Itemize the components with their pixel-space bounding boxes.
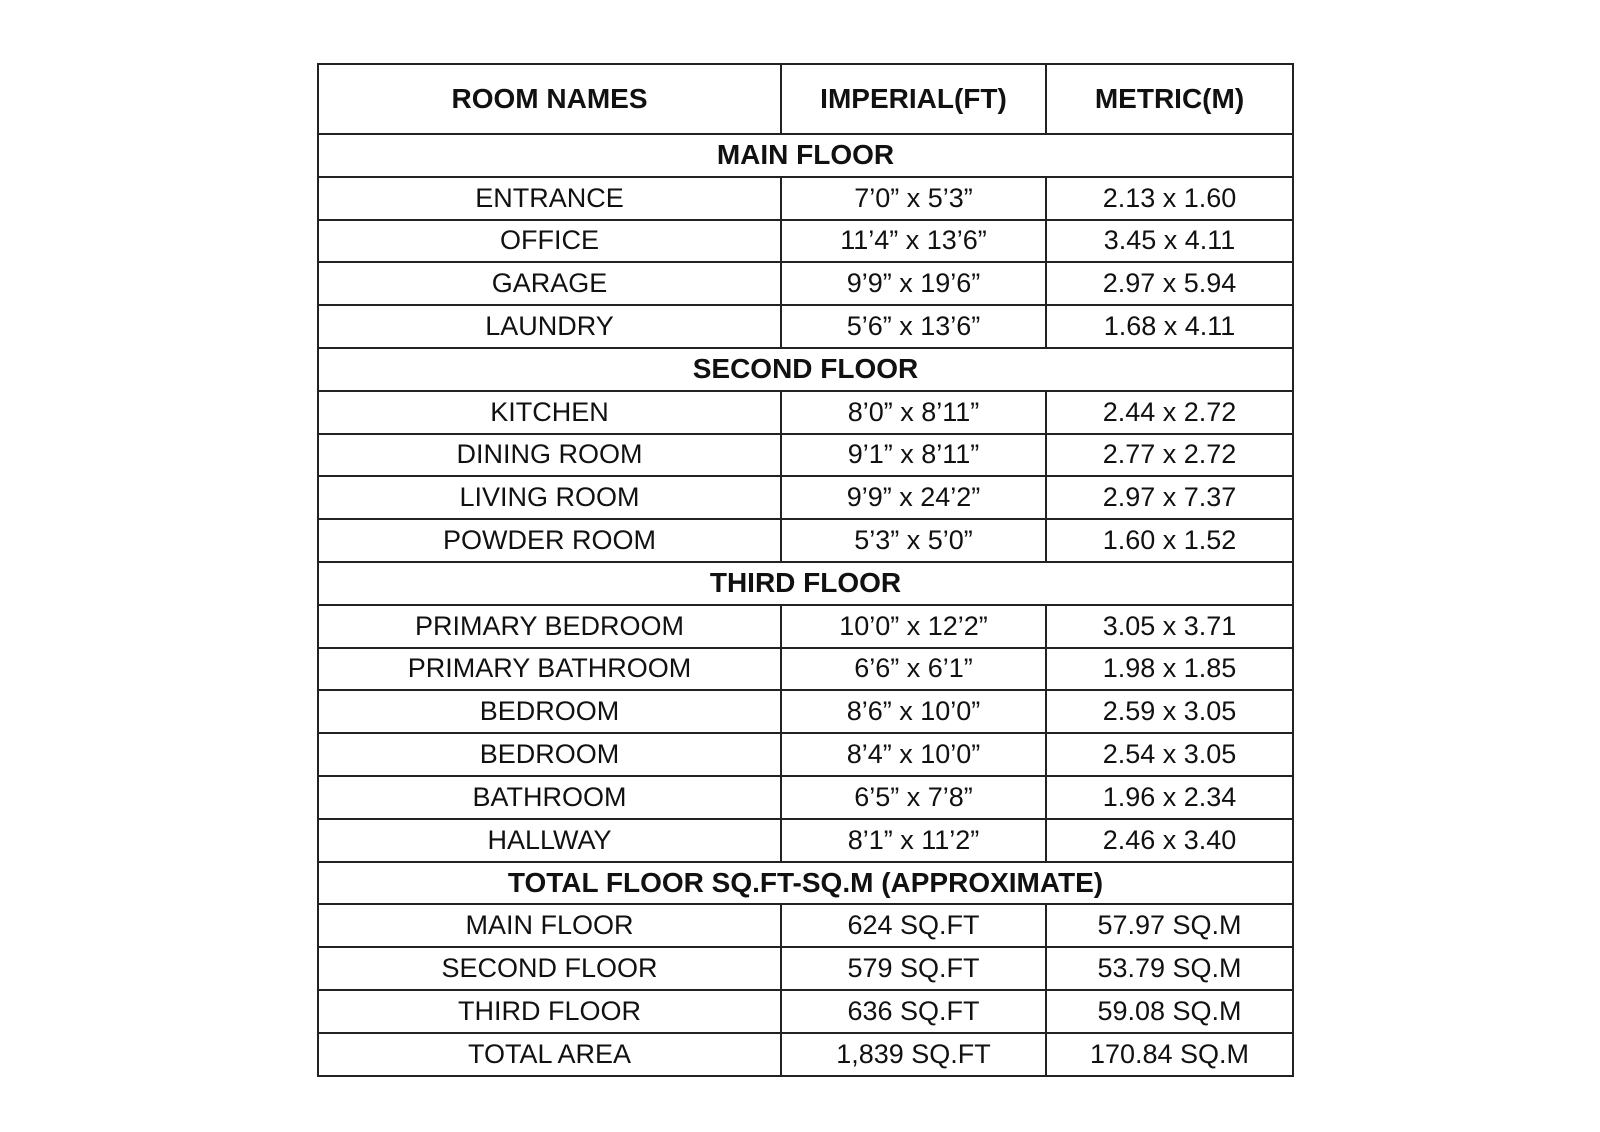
metric-cell: 3.45 x 4.11 [1046, 220, 1293, 263]
section-title: MAIN FLOOR [318, 134, 1293, 177]
table-row [318, 434, 1293, 477]
imperial-cell: 8’1” x 11’2” [781, 819, 1046, 862]
imperial-cell: 5’3” x 5’0” [781, 519, 1046, 562]
room-name-cell: SECOND FLOOR [318, 947, 781, 990]
table-row [318, 690, 1293, 733]
room-name-cell: PRIMARY BATHROOM [318, 648, 781, 691]
metric-cell: 2.59 x 3.05 [1046, 690, 1293, 733]
table-row [318, 733, 1293, 776]
imperial-cell: 8’6” x 10’0” [781, 690, 1046, 733]
section-row [318, 134, 1293, 177]
section-title: SECOND FLOOR [318, 348, 1293, 391]
header-room-names: ROOM NAMES [318, 64, 781, 134]
table-row [318, 990, 1293, 1033]
header-imperial: IMPERIAL(FT) [781, 64, 1046, 134]
imperial-cell: 11’4” x 13’6” [781, 220, 1046, 263]
header-metric: METRIC(M) [1046, 64, 1293, 134]
metric-cell: 1.98 x 1.85 [1046, 648, 1293, 691]
imperial-cell: 9’9” x 24’2” [781, 476, 1046, 519]
table-row [318, 776, 1293, 819]
imperial-cell: 8’0” x 8’11” [781, 391, 1046, 434]
table-row [318, 519, 1293, 562]
table-row [318, 1033, 1293, 1076]
table-row [318, 819, 1293, 862]
metric-cell: 2.77 x 2.72 [1046, 434, 1293, 477]
table-row [318, 220, 1293, 263]
metric-cell: 2.97 x 7.37 [1046, 476, 1293, 519]
section-row [318, 562, 1293, 605]
imperial-cell: 624 SQ.FT [781, 904, 1046, 947]
table-row [318, 177, 1293, 220]
imperial-cell: 5’6” x 13’6” [781, 305, 1046, 348]
imperial-cell: 579 SQ.FT [781, 947, 1046, 990]
metric-cell: 3.05 x 3.71 [1046, 605, 1293, 648]
room-name-cell: MAIN FLOOR [318, 904, 781, 947]
table-row [318, 305, 1293, 348]
room-name-cell: KITCHEN [318, 391, 781, 434]
imperial-cell: 9’1” x 8’11” [781, 434, 1046, 477]
metric-cell: 2.54 x 3.05 [1046, 733, 1293, 776]
imperial-cell: 636 SQ.FT [781, 990, 1046, 1033]
metric-cell: 2.13 x 1.60 [1046, 177, 1293, 220]
room-name-cell: BEDROOM [318, 733, 781, 776]
room-name-cell: THIRD FLOOR [318, 990, 781, 1033]
table-row [318, 648, 1293, 691]
metric-cell: 53.79 SQ.M [1046, 947, 1293, 990]
header-row [318, 64, 1293, 134]
table-row [318, 605, 1293, 648]
imperial-cell: 10’0” x 12’2” [781, 605, 1046, 648]
room-name-cell: OFFICE [318, 220, 781, 263]
imperial-cell: 9’9” x 19’6” [781, 262, 1046, 305]
section-title: TOTAL FLOOR SQ.FT-SQ.M (APPROXIMATE) [318, 862, 1293, 905]
room-name-cell: DINING ROOM [318, 434, 781, 477]
imperial-cell: 6’5” x 7’8” [781, 776, 1046, 819]
imperial-cell: 8’4” x 10’0” [781, 733, 1046, 776]
room-name-cell: ENTRANCE [318, 177, 781, 220]
metric-cell: 2.46 x 3.40 [1046, 819, 1293, 862]
section-row [318, 862, 1293, 905]
metric-cell: 2.97 x 5.94 [1046, 262, 1293, 305]
table-row [318, 262, 1293, 305]
section-title: THIRD FLOOR [318, 562, 1293, 605]
table-row [318, 947, 1293, 990]
room-name-cell: PRIMARY BEDROOM [318, 605, 781, 648]
room-name-cell: HALLWAY [318, 819, 781, 862]
room-name-cell: LAUNDRY [318, 305, 781, 348]
table-row [318, 904, 1293, 947]
table-row [318, 476, 1293, 519]
room-name-cell: LIVING ROOM [318, 476, 781, 519]
room-dimensions-table [317, 63, 1294, 1077]
section-row [318, 348, 1293, 391]
room-name-cell: GARAGE [318, 262, 781, 305]
table-row [318, 391, 1293, 434]
room-name-cell: BEDROOM [318, 690, 781, 733]
metric-cell: 59.08 SQ.M [1046, 990, 1293, 1033]
room-name-cell: POWDER ROOM [318, 519, 781, 562]
imperial-cell: 1,839 SQ.FT [781, 1033, 1046, 1076]
metric-cell: 1.96 x 2.34 [1046, 776, 1293, 819]
table-body [318, 134, 1293, 1076]
imperial-cell: 7’0” x 5’3” [781, 177, 1046, 220]
metric-cell: 57.97 SQ.M [1046, 904, 1293, 947]
metric-cell: 1.60 x 1.52 [1046, 519, 1293, 562]
metric-cell: 170.84 SQ.M [1046, 1033, 1293, 1076]
metric-cell: 1.68 x 4.11 [1046, 305, 1293, 348]
metric-cell: 2.44 x 2.72 [1046, 391, 1293, 434]
room-name-cell: BATHROOM [318, 776, 781, 819]
imperial-cell: 6’6” x 6’1” [781, 648, 1046, 691]
room-name-cell: TOTAL AREA [318, 1033, 781, 1076]
